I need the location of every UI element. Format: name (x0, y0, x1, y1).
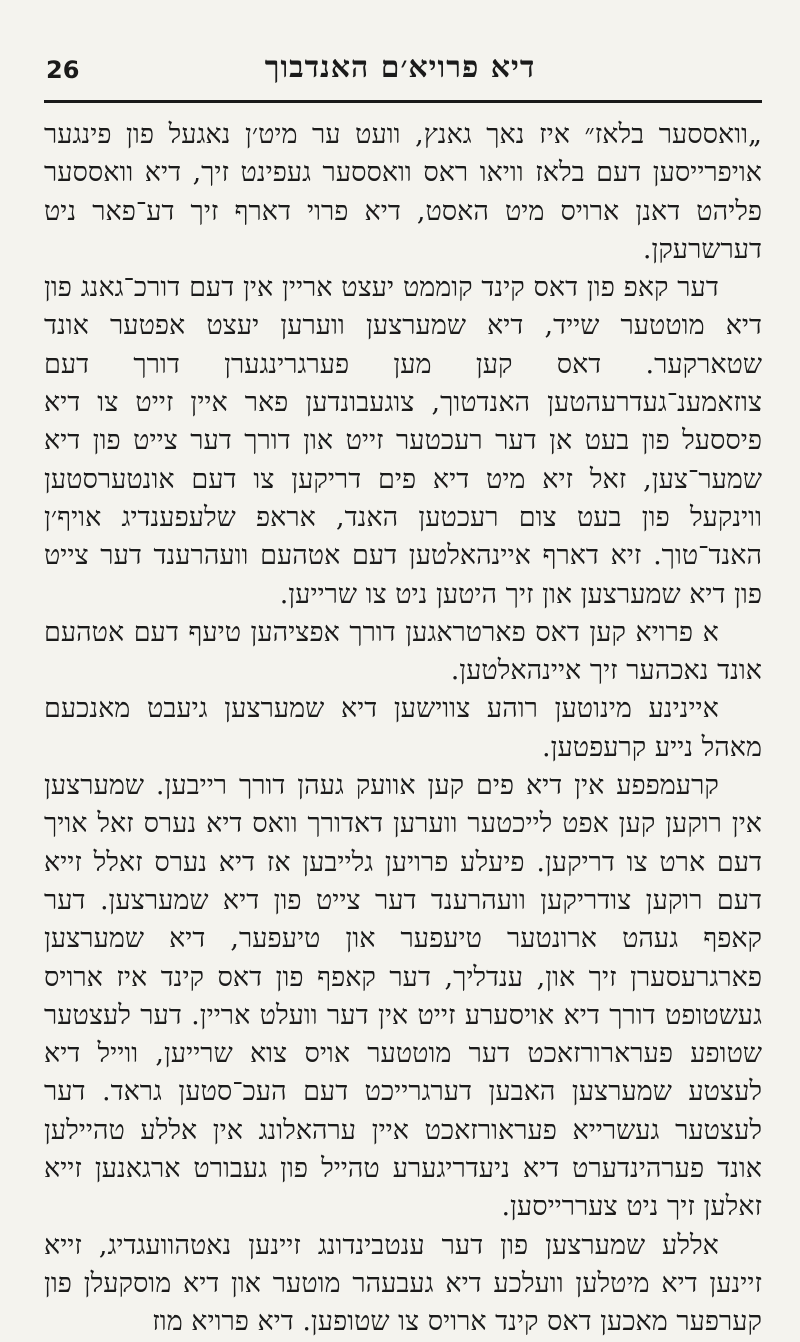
paragraph: קרעמפפע אין דיא פים קען אוועק געהן דורך רייבען. שמערצען אין רוקען קען אפט לייכטער ווערען דאדורך וואס דיא נערס זאל אויך דעם ארט צו דריקען. פיעלע פרויען גלייבען אז דיא נערס זאלל זייא דעם רוקען צודריקען וועהרענד דער צייט פון דיא שמערצען. דער קאפף געהט ארונטער טיעפער און טיעפער, דיא שמערצען פארגרעסערן זיך און, ענדליך, דער קאפף פון דאס קינד איז ארויס געשטופט דורך דיא אויסערע זייט אין דער וועלט אריין. דער לעצטער שטופע פערארורזאכט דער מוטטער אויס צוא שרייען, ווייל דיא לעצטע שמערצען האבען דערגרייכט דעם העכ־סטען גראד. דער לעצטער געשרייא פעראורזאכט איין ערהאלונג אין אללע טהיילען אונד פערהינדערט דיא ניעדריגערע טהייל פון געבורט ארגאנען זייא זאלען זיך ניט צעררייסען. (44, 770, 762, 1223)
paragraph: א פרויא קען דאס פארטראגען דורך אפציהען טיעף דעם אטהעם אונד נאכהער זיך איינהאלטען. (44, 616, 762, 687)
paragraph: „וואססער בלאז״ איז נאך גאנץ, וועט ער מיט׳ן נאגעל פון פינגער אויפרייסען דעם בלאז וויאו ראס וואססער געפינט זיך, דיא וואססער פליהט דאנן ארויס מיט האסט, דיא פרוי דארף זיך דע־פאר ניט דערשרעקן. (44, 119, 762, 265)
paragraph: אללע שמערצען פון דער ענטבינדונג זיינען נאטהוועגדיג, זייא זיינען דיא מיטלען וועלכע דיא געבעהר מוטער און דיא מוסקעלן פון קערפער מאכען דאס קינד ארויס צו שטופען. דיא פרויא מוז (44, 1229, 762, 1338)
running-title: דיא פרויא׳ם האנדבוך (264, 50, 536, 85)
header-rule (44, 100, 762, 103)
page-number: 26 (46, 56, 80, 84)
body-text (44, 116, 762, 1342)
page-header (0, 0, 800, 104)
paragraph: דער קאפ פון דאס קינד קוממט יעצט אריין אין דעם דורכ־גאנג פון דיא מוטטער שייד, דיא שמערצען ווערען יעצט אפטער אונד שטארקער. דאס קען מען פערגרינגערן דורך דעם צוזאמענ־געדרעהטען האנדטוך, צוגעבונדען פאר איין זייט צו דיא פיססעל פון בעט אן דער רעכטער זייט און דורך דער צייט פון דיא שמער־צען, זאל זיא מיט דיא פים דריקען צו דעם אונטערסטען ווינקעל פון בעט צום רעכטען האנד, אראפ שלעפענדיג אויף׳ן האנד־טוך. זיא דארף איינהאלטען דעם אטהעם וועהרענד דער צייט פון דיא שמערצען און זיך היטען ניט צו שרייען. (44, 272, 762, 610)
paragraph: איינינע מינוטען רוהע צווישען דיא שמערצען גיעבט מאנכעם מאהל נייע קרעפטען. (44, 693, 762, 763)
